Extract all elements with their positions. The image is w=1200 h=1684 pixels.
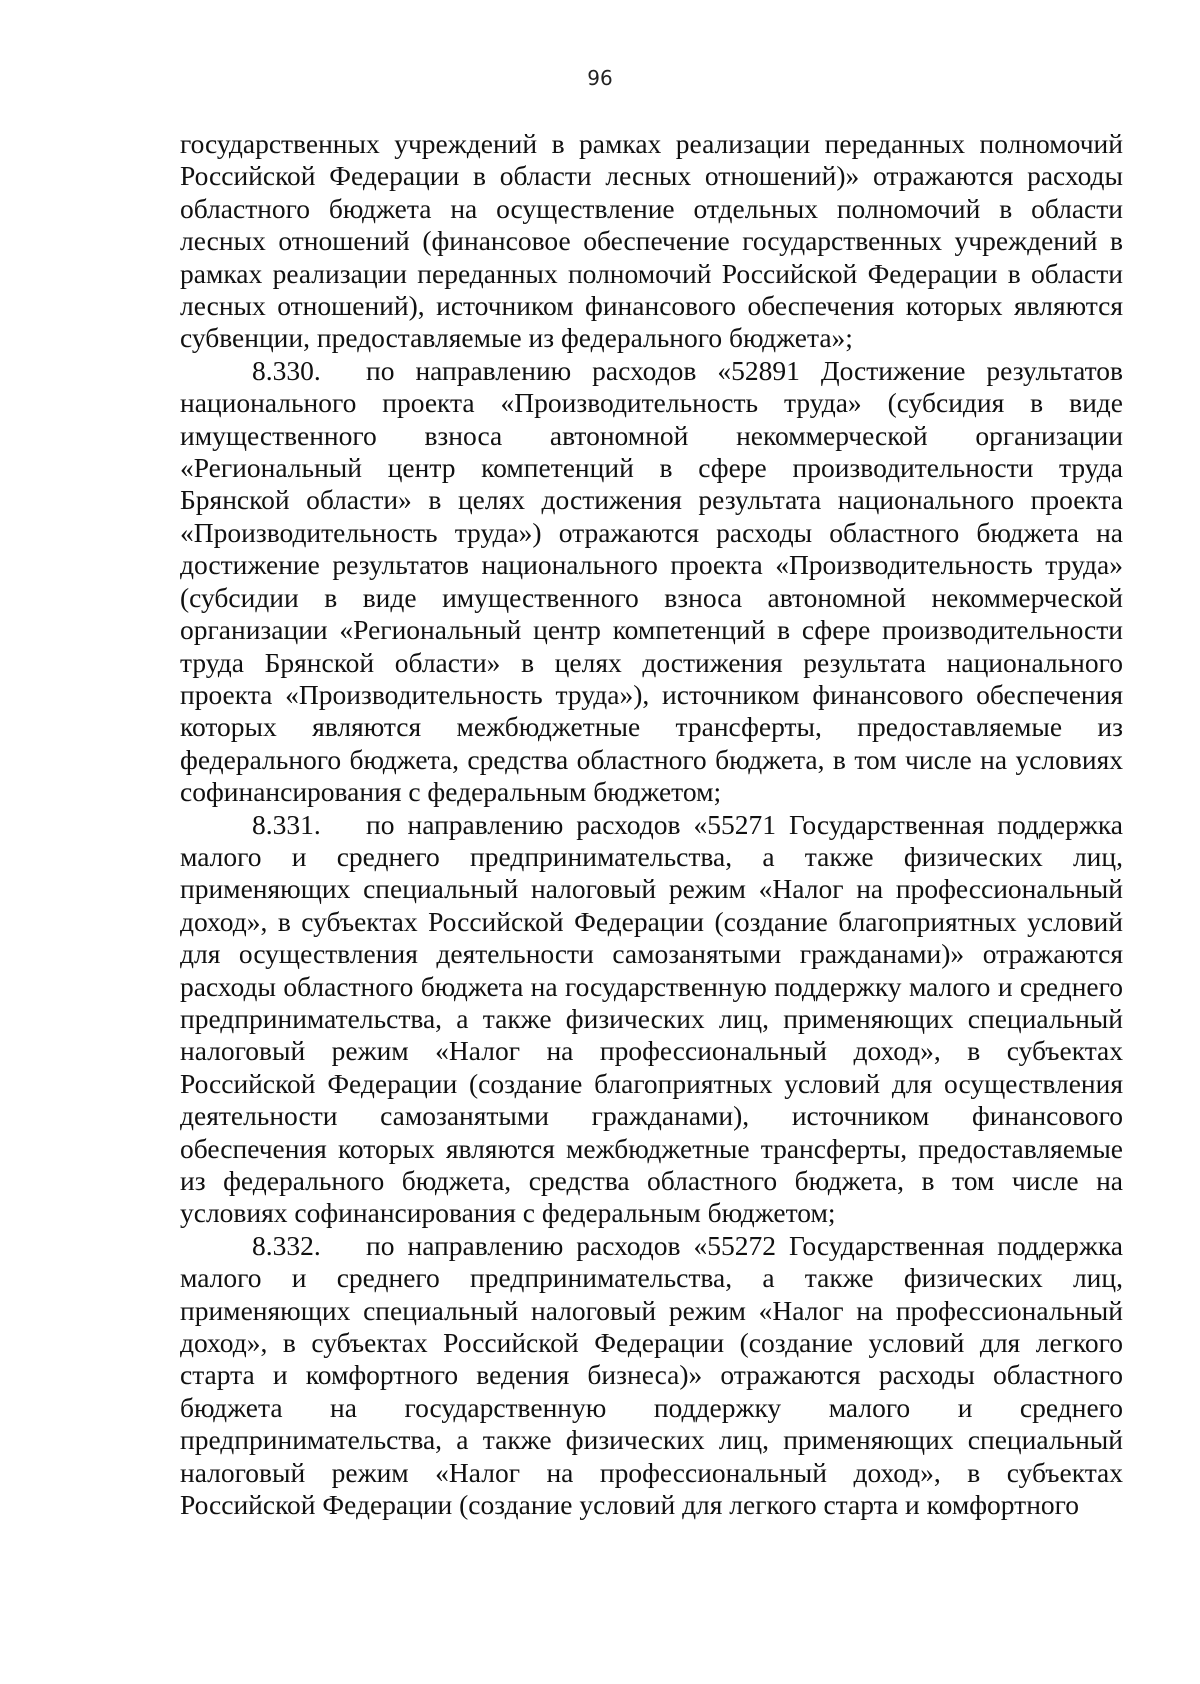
paragraph-8-331: [180, 809, 1123, 1230]
continuation-paragraph: государственных учреждений в рамках реализации переданных полномочий Российской Федерации в области лесных отношений)» отражаются расходы областного бюджета на осуществление отдельных полномочий в области лесных отношений (финансовое обеспечение государственных учреждений в рамках реализации переданных полномочий Российской Федерации в области лесных отношений), источником финансового обеспечения которых являются субвенции, предоставляемые из федерального бюджета»;: [180, 128, 1123, 354]
paragraph-number: 8.331.: [252, 808, 321, 840]
paragraph-text: по направлению расходов «52891 Достижение результатов национального проекта «Производительность труда» (субсидия в виде имущественного взноса автономной некоммерческой организации «Региональный центр компетенций в сфере производительности труда Брянской области» в целях достижения результата национального проекта «Производительность труда») отражаются расходы областного бюджета на достижение результатов национального проекта «Производительность труда» (субсидии в виде имущественного взноса автономной некоммерческой организации «Региональный центр компетенций в сфере производительности труда Брянской области» в целях достижения результата национального проекта «Производительность труда»), источником финансового обеспечения которых являются межбюджетные трансферты, предоставляемые из федерального бюджета, средства областного бюджета, в том числе на условиях софинансирования с федеральным бюджетом;: [180, 354, 1123, 808]
paragraph-8-332: [180, 1230, 1123, 1522]
paragraph-number: 8.332.: [252, 1229, 321, 1261]
paragraph-text: по направлению расходов «55272 Государственная поддержка малого и среднего предпринимательства, а также физических лиц, применяющих специальный налоговый режим «Налог на профессиональный доход», в субъектах Российской Федерации (создание условий для легкого старта и комфортного ведения бизнеса)» отражаются расходы областного бюджета на государственную поддержку малого и среднего предпринимательства, а также физических лиц, применяющих специальный налоговый режим «Налог на профессиональный доход», в субъектах Российской Федерации (создание условий для легкого старта и комфортного: [180, 1229, 1123, 1521]
page-number: 96: [587, 66, 613, 90]
document-body: [180, 128, 1123, 1521]
paragraph-number: 8.330.: [252, 354, 321, 386]
paragraph-8-330: [180, 355, 1123, 809]
paragraph-text: по направлению расходов «55271 Государственная поддержка малого и среднего предпринимательства, а также физических лиц, применяющих специальный налоговый режим «Налог на профессиональный доход», в субъектах Российской Федерации (создание благоприятных условий для осуществления деятельности самозанятыми гражданами)» отражаются расходы областного бюджета на государственную поддержку малого и среднего предпринимательства, а также физических лиц, применяющих специальный налоговый режим «Налог на профессиональный доход», в субъектах Российской Федерации (создание благоприятных условий для осуществления деятельности самозанятыми гражданами), источником финансового обеспечения которых являются межбюджетные трансферты, предоставляемые из федерального бюджета, средства областного бюджета, в том числе на условиях софинансирования с федеральным бюджетом;: [180, 808, 1123, 1229]
